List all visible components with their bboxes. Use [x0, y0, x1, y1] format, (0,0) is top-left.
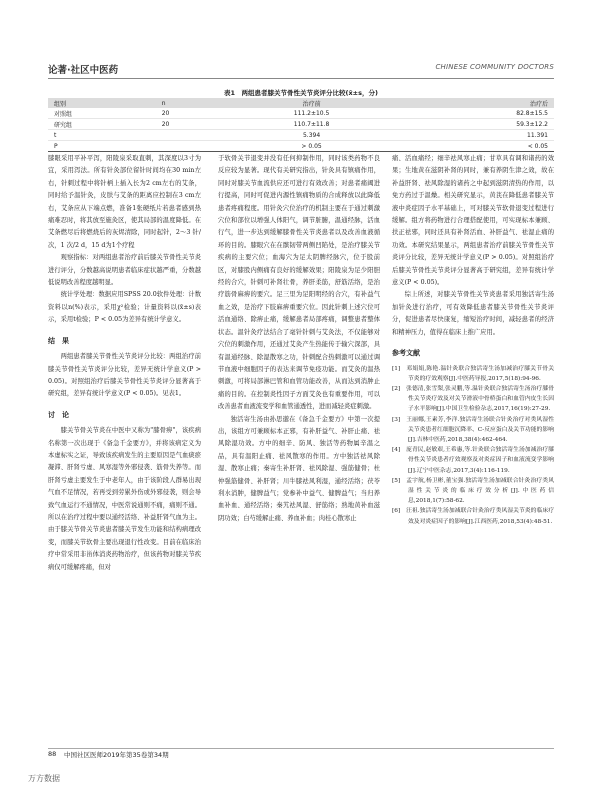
reference-item: [5] 孟宇航,杨卫彬,董宝强.独活寄生汤加减联合针灸治疗类风湿性关节炎的临床疗效分析[J].中医药信息,2018,1(7):58-62. — [392, 477, 554, 505]
journal-name-en: CHINESE COMMUNITY DOCTORS — [435, 63, 554, 71]
table-cell: 对照组 — [48, 108, 156, 119]
running-header — [48, 62, 554, 76]
paragraph: 痛、活血痛经；细辛祛风寒止痛；甘草具有调和诸药的效果；生地黄在滋阴补肾的同时，兼有养阴生津之效，故在补益肝肾、祛风除湿的诸药之中起到滋阴清热的作用，以免方药过于温燥。相关研究显示，黄芪在降低患者膝关节液中炎症因子水平基础上，可对膝关节软骨退变过程进行缓解。组方将药物进行合理搭配使用，可实现标本兼顾、扶正祛邪，同时还具有补肾活血、补肝益气、祛湿止痛的功效。本研究结果显示，两组患者治疗前膝关节骨性关节炎评分比较，差异无统计学意义(P > 0.05)。对照组治疗后膝关节骨性关节炎评分显著高于研究组，差异有统计学意义(P < 0.05)。 — [392, 155, 554, 287]
table-cell: P — [48, 141, 156, 152]
section-heading-results: 结 果 — [48, 336, 69, 345]
reference-item: [2] 张德清,张雪梨,张灵鹏,等.温针灸联合独活寄生汤治疗膝骨性关节炎疗效及对关节滑液中骨桥蛋白和血管内皮生长因子水平影响[J].中国卫生检验杂志,2017,16(19):27-29. — [392, 385, 554, 413]
table-cell: 82.8±15.5 — [397, 108, 554, 119]
paragraph: 统计学处理：数据应用SPSS 20.0软件处理：计数资料以n(%)表示，采用χ²检验；计量资料以(x̄±s)表示，采用t检验；P < 0.05为差异有统计学意义。 — [48, 291, 201, 324]
table-header-row — [48, 98, 554, 108]
table-cell: 20 — [156, 108, 226, 119]
table-cell: 11.391 — [397, 130, 554, 141]
table-cell: 59.3±12.2 — [397, 119, 554, 130]
paragraph: 综上所述，对膝关节骨性关节炎患者采用独活寄生汤加针灸进行治疗，可有效降低患者膝关节骨性关节炎评分，促进患者尽快康复，缩短治疗时间，减轻患者的经济和精神压力，值得在临床上推广应用。 — [392, 291, 554, 336]
section-title: 论著·社区中医药 — [48, 65, 119, 76]
table-row — [48, 119, 554, 130]
table-header: n — [156, 98, 226, 108]
table-header: 治疗后 — [397, 98, 554, 108]
table-cell — [156, 141, 226, 152]
table-cell: 研究组 — [48, 119, 156, 130]
table-cell — [156, 130, 226, 141]
table-cell: 5.394 — [226, 130, 397, 141]
table-cell: t — [48, 130, 156, 141]
paragraph: 观察指标：对两组患者治疗前后膝关节骨性关节炎进行评分，分数越高说明患者临床症状越严重，分数越低说明改善程度越明显。 — [48, 254, 201, 287]
footer-rule — [48, 748, 554, 749]
table-cell: 110.7±11.8 — [226, 119, 397, 130]
table-row — [48, 108, 554, 119]
paragraph: 膝眼采用平补平泻，阳陵泉采取直刺，其深度以3寸为宜，采用泻法。所有针灸部位留针时间均在30 min左右，针刺过程中将针柄上插入长为2 cm左右的艾条，同时给予温针灸，皮肤与艾条的距离应控制在3 cm左右，艾条应从下端点燃，准备1张硬纸片若患者感到热痛难忍时，将其放至施灸区，使其局部的温度降低。在艾条燃尽后将燃烧后的灰烬清除，同时起针，2～3 针/次，1 次/2 d，15 d为1个疗程 — [48, 155, 201, 249]
table-row — [48, 130, 554, 141]
table-cell: > 0.05 — [226, 141, 397, 152]
reference-item: [1] 邓娟娟,陈艳.温针灸联合独活寄生汤加减治疗膝关节骨关节炎的疗效观察[J].中医药导报,2017,5(18):94-96. — [392, 365, 554, 382]
references-heading: 参考文献 — [392, 349, 420, 358]
text-column-left — [48, 153, 201, 574]
text-column-middle — [218, 153, 380, 525]
reference-item: [4] 庞青民,赵敏艰,王希惠,等.针灸联合独活寄生汤加减治疗膝骨性关节炎患者疗效观察及对炎症因子和血液流变学影响[J].辽宁中医杂志,2017,3(4):116-119. — [392, 447, 554, 474]
reference-item: [3] 王丽娜,王素芳,李洋.独活寄生汤联合针灸治疗对类风湿性关节炎患者红细胞沉降率、C-反应蛋白及关节功能的影响[J].吉林中医药,2018,38(4):462-464. — [392, 416, 554, 443]
reference-list — [392, 364, 554, 527]
journal-issue: 中国社区医师2019年第35卷第34期 — [64, 751, 169, 759]
table-cell: 20 — [156, 119, 226, 130]
section-heading-discussion: 讨 论 — [48, 410, 69, 419]
paragraph: 两组患者膝关节骨性关节炎评分比较：两组治疗前膝关节骨性关节炎评分比较，差异无统计学意义(P > 0.05)。对照组治疗后膝关节骨性关节炎评分显著高于研究组，差异有统计学意义(P < 0.05)。见表1。 — [48, 353, 201, 398]
table-header: 治疗前 — [226, 98, 397, 108]
paragraph: 于软骨关节退变并没有任何抑制作用，同时该类药物不良反应较为显著。现代有关研究指出，针灸具有镇痛作用，同时对膝关节血流供应还可进行有效改善；对患者痛阈进行提高，同时可促进内源性镇痛物质的合成释放以此降低患者疼痛程度。用针灸穴位治疗的机制主要在于通过刺激穴位和部位以增强人体阳气，调节脏腑，温通经脉，活血行气，进一步达到缓解膝骨性关节炎患者以及改善血液循环的目的。膝眼穴在在髌韧带两侧凹陷处，是治疗膝关节疾病的主要穴位；血海穴为足太阴脾经脉穴，位于股前区，对膝股内侧痛有良好的缓解效果；阳陵泉为足少阳胆经的合穴，针刺可补肾壮骨，养肝柔筋，舒筋活络，是治疗筋骨麻痹的要穴。足三里为足阳明经的合穴，有补益气血之效，是治疗下肢麻痹重要穴位。因此针刺上述穴位可活血通络、除痹止痛，缓解患者局部疼痛，调整患者整体状态。温针灸疗法结合了毫针针刺与艾灸法，不仅能够对穴位的刺激作用，还通过艾灸产生热能传于输穴深部，具有温通经脉、除湿散寒之功，针刺配合热刺激可以通过调节血液中细胞因子的表达来调节免疫功能。而艾灸的温热刺激，可将局部淋巴管和血管功能改善，从而达到消肿止痛的目的。在控制炎性因子方面艾灸也有重要作用，可以改善患者血液流变学和血管通透性，进而减轻炎症刺激。 — [218, 155, 380, 411]
header-rule — [48, 78, 554, 79]
text-column-right — [392, 153, 554, 527]
table-header: 组别 — [48, 98, 156, 108]
paragraph: 独活寄生汤由孙思邈在《备急千金要方》中第一次提出，该组方可兼顾标本正邪，有补肝益气、补肝止痛、祛风除湿功效。方中的细辛、防风、独活等药物属辛温之品，具有温阳止痛、祛风散寒的作用。方中独活祛风除湿、散寒止痛；秦寄生补肝肾、祛风除湿、强筋健骨；杜仲强筋健骨、补肝肾；川牛膝祛风利湿，通经活络；茯苓利水消肿，健脾益气；党参补中益气、健脾益气；当归养血补血、通经活络；秦艽祛风湿、舒筋络；熟地黄补血滋阴功效；白芍缓解止痛、养血补血；肉桂心散寒止 — [218, 415, 380, 522]
reference-item: [6] 汪祖.独活寄生汤加减联合针灸治疗类风湿关节炎的临床疗效及对炎症因子的影响[J].江西医药,2018,53(4):48-51. — [392, 508, 554, 525]
paragraph: 膝关节骨关节炎在中医中又称为"膝骨痹"，该疾病名称第一次出现于《备急千金要方》，并将该病定义为本虚标实之证，导致该疾病发生的主要原因是气血痰瘀凝滞、肝肾亏虚、风寒湿等外邪侵袭、筋骨失养等。而肝肾亏虚主要发生于中老年人，由于该阶段人群易出现气血不足情况，若再受到劳累外伤或外邪侵袭，则会导致气血运行不通情况，中医常说通则不痛，痛则不通。所以在治疗过程中要以通经活络、补益肝肾气血为主。由于膝关节骨关节炎患者膝关节发生功能和结构病理改变，而膝关节软骨主要出现退行性改变。目前在临床治疗中常采用非甾体消炎药物治疗，但该药物对膝关节疾病仅可缓解疼痛，但对 — [48, 427, 201, 571]
table-cell: 111.2±10.5 — [226, 108, 397, 119]
page-number: 88 — [48, 750, 57, 758]
table-row — [48, 141, 554, 152]
watermark: 万方数据 — [28, 774, 60, 783]
table-cell: < 0.05 — [397, 141, 554, 152]
table-caption: 表1 两组患者膝关节骨性关节炎评分比较(x̄±s，分) — [224, 89, 378, 97]
score-table — [48, 98, 554, 152]
